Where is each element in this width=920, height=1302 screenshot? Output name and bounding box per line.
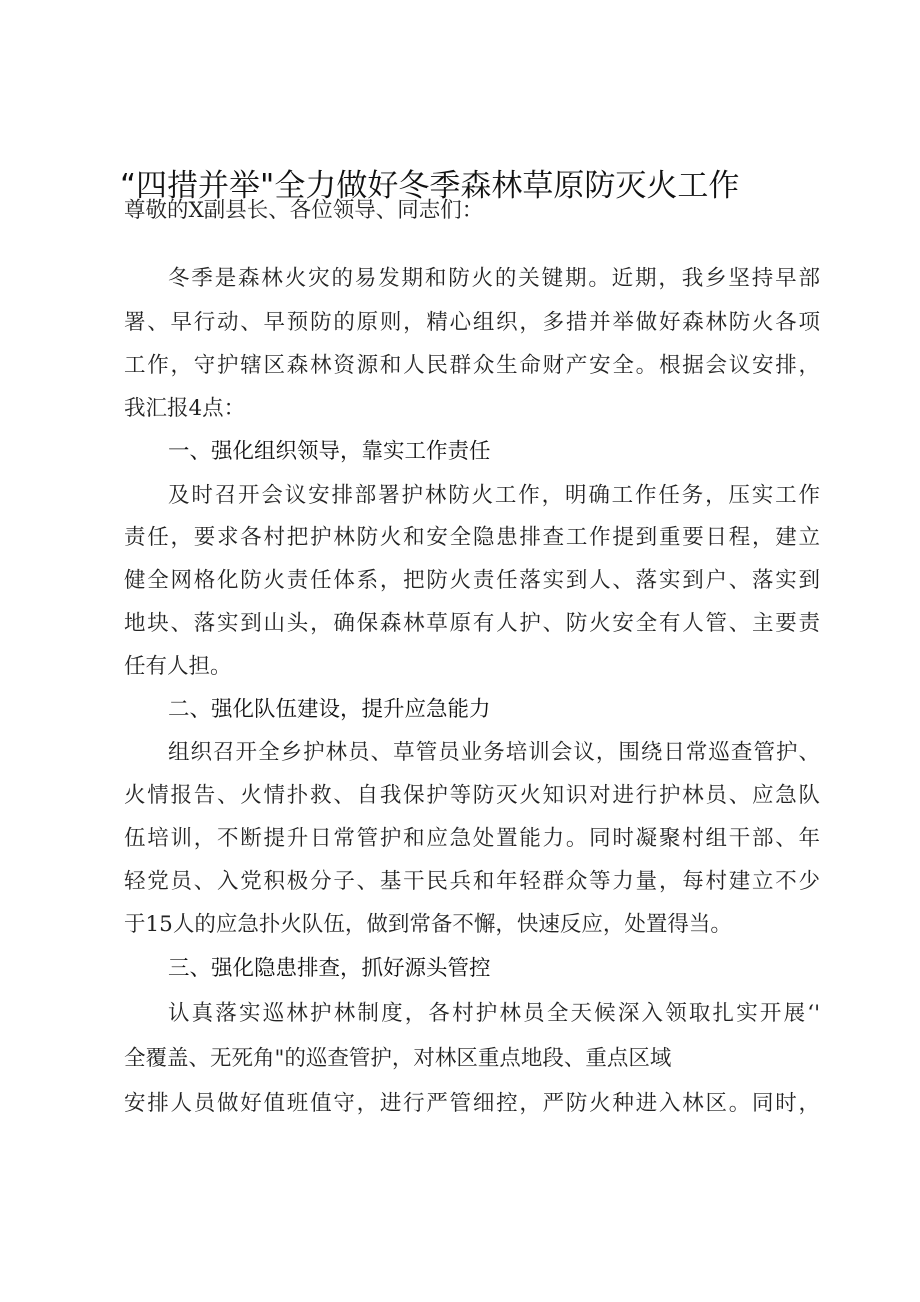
section-3-heading: 三、强化隐患排查，抓好源头管控 — [168, 956, 491, 981]
section-2-heading: 二、强化队伍建设，提升应急能力 — [168, 697, 491, 722]
section-1-line: 责任，要求各村把护林防火和安全隐患排查工作提到重要日程，建立 — [124, 525, 820, 550]
document-title: “四措并举"全力做好冬季森林草原防灭火工作 — [120, 168, 740, 204]
intro-line-1: 冬季是森林火灾的易发期和防火的关键期。近期，我乡坚持早部 — [168, 266, 820, 291]
section-1-heading: 一、强化组织领导，靠实工作责任 — [168, 439, 491, 464]
intro-line-4: 我汇报4点： — [124, 396, 246, 421]
section-3-line: 认真落实巡林护林制度，各村护林员全天候深入领取扎实开展‘' — [168, 1001, 820, 1026]
intro-line-2: 署、早行动、早预防的原则，精心组织，多措并举做好森林防火各项 — [124, 310, 820, 335]
salutation: 尊敬的X副县长、各位领导、同志们： — [124, 198, 484, 223]
section-3-line: 全覆盖、无死角"的巡查管护，对林区重点地段、重点区域 — [124, 1046, 672, 1071]
section-1-line: 及时召开会议安排部署护林防火工作，明确工作任务，压实工作 — [168, 483, 820, 508]
section-2-line: 轻党员、入党积极分子、基干民兵和年轻群众等力量，每村建立不少 — [124, 869, 820, 894]
section-3-line: 安排人员做好值班值守，进行严管细控，严防火种进入林区。同时， — [124, 1091, 820, 1116]
section-1-line: 地块、落实到山头，确保森林草原有人护、防火安全有人管、主要责 — [124, 611, 820, 636]
section-1-line: 健全网格化防火责任体系，把防火责任落实到人、落实到户、落实到 — [124, 568, 820, 593]
section-2-line: 伍培训，不断提升日常管护和应急处置能力。同时凝聚村组干部、年 — [124, 826, 820, 851]
section-1-line: 任有人担。 — [124, 654, 232, 679]
section-2-line: 于15人的应急扑火队伍，做到常备不懈，快速反应，处置得当。 — [124, 912, 732, 937]
section-2-line: 组织召开全乡护林员、草管员业务培训会议，围绕日常巡查管护、 — [168, 740, 820, 765]
section-2-line: 火情报告、火情扑救、自我保护等防灭火知识对进行护林员、应急队 — [124, 783, 820, 808]
intro-line-3: 工作，守护辖区森林资源和人民群众生命财产安全。根据会议安排， — [124, 353, 820, 378]
